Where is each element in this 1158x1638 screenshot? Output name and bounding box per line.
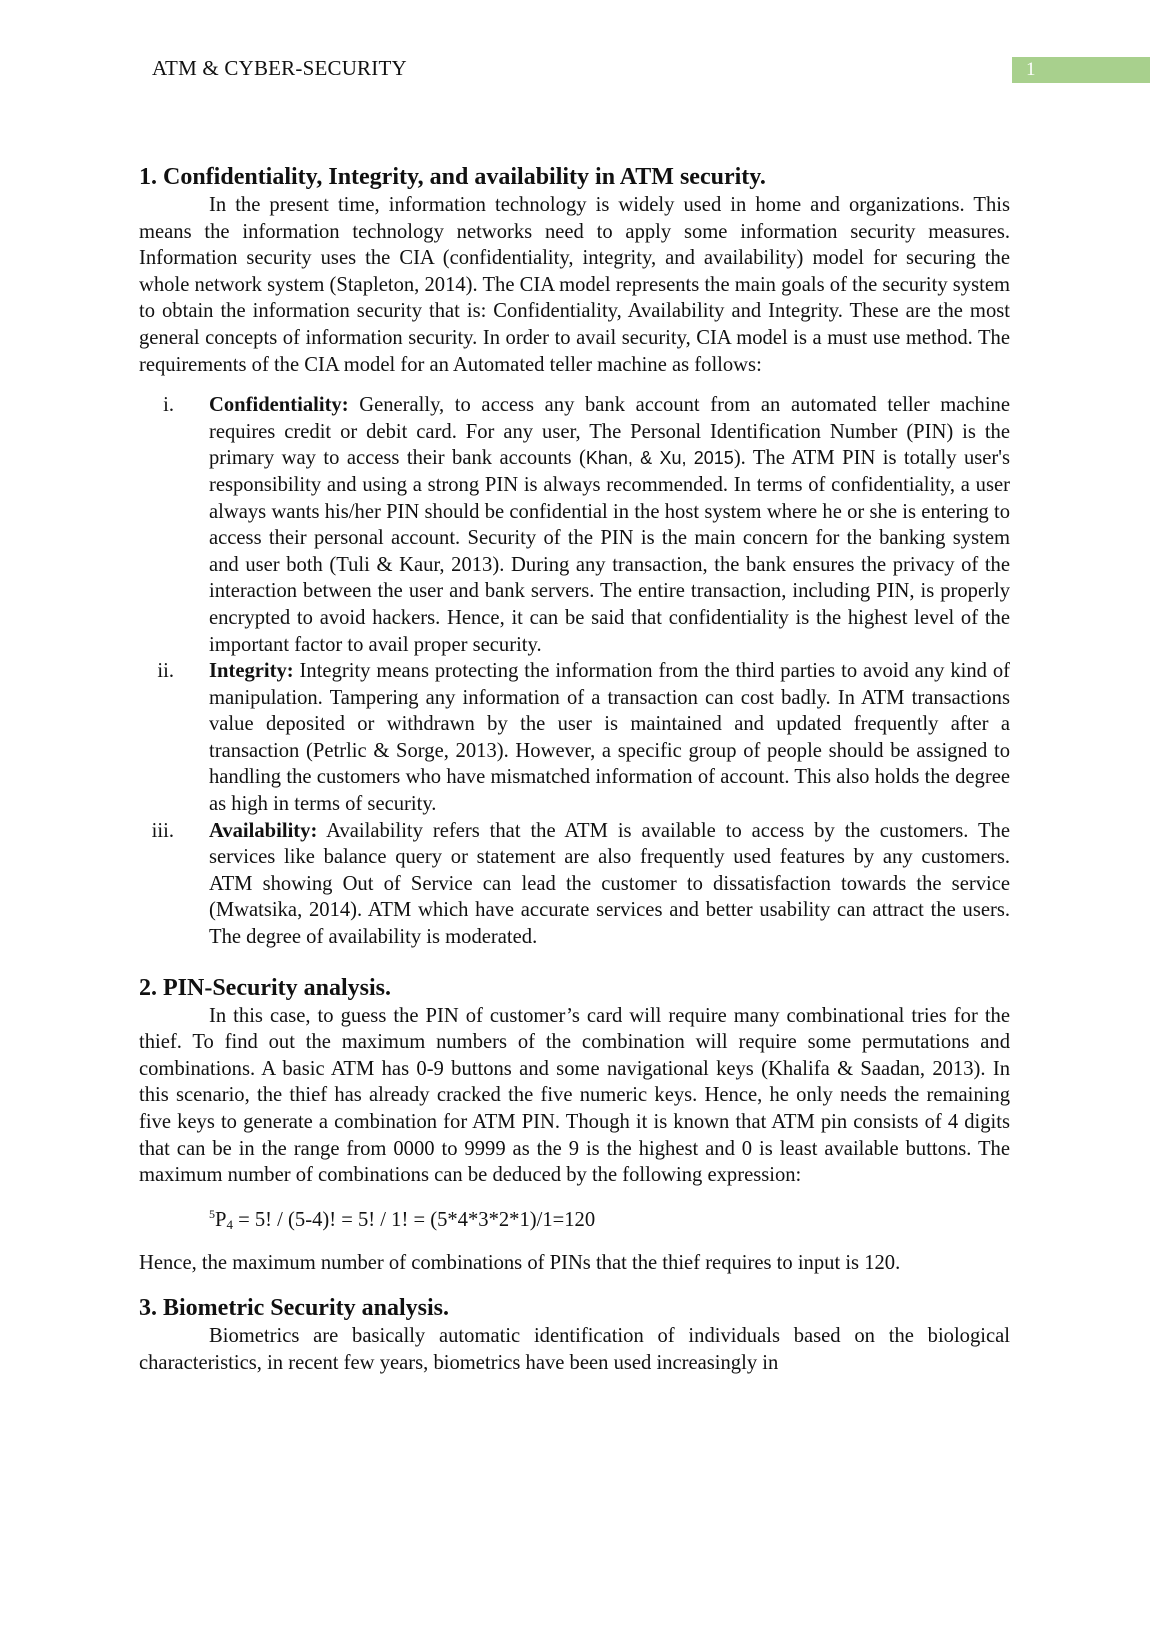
list-numeral: iii. (151, 819, 174, 842)
running-header-title: ATM & CYBER-SECURITY (152, 56, 407, 80)
item-text: Availability refers that the ATM is available to access by the customers. The services like balance query or statement are also frequently used features by any customers. ATM showing Out of Service can lead the customer to dissatisfaction towards the service (Mwatsika, 2014). ATM which have accurate services and better usability can attract the users. The degree of availability is moderated. (209, 819, 1010, 949)
section-2-conclusion: Hence, the maximum number of combinations of PINs that the thief requires to input is 120. (139, 1252, 901, 1275)
formula-subscript: 4 (226, 1216, 233, 1232)
item-text-continued: ). The ATM PIN is totally user's responsibility and using a strong PIN is always recommended. In terms of confidentiality, a user always wants his/her PIN should be confidential in the host system where he or she is entering to access their personal account. Security of the PIN is the main concern for the banking system and user both (Tuli & Kaur, 2013). During any transaction, the bank ensures the privacy of the interaction between the user and bank servers. The entire transaction, including PIN, is properly encrypted to avoid hackers. Hence, it can be said that confidentiality is the highest level of the important factor to avail proper security. (209, 447, 1011, 656)
formula-base: P (215, 1208, 227, 1231)
section-1-heading: 1. Confidentiality, Integrity, and availability in ATM security. (139, 164, 766, 190)
section-1-intro: In the present time, information technology is widely used in home and organizations. This means the information technology networks need to apply some information security measures. Information security uses the CIA (confidentiality, integrity, and availability) model for securing the whole network system (Stapleton, 2014). The CIA model represents the main goals of the security system to obtain the information security that is: Confidentiality, Availability and Integrity. These are the most general concepts of information security. In order to avail security, CIA model is a must use method. The requirements of the CIA model for an Automated teller machine as follows: (139, 194, 1010, 376)
section-3-heading: 3. Biometric Security analysis. (139, 1294, 449, 1321)
section-2-heading: 2. PIN-Security analysis. (139, 974, 391, 1001)
document-body (139, 162, 1010, 1376)
list-numeral: i. (163, 394, 174, 417)
cia-item-confidentiality (139, 392, 1010, 658)
term-label: Integrity: (209, 660, 294, 683)
formula-expression: = 5! / (5-4)! = 5! / 1! = (5*4*3*2*1)/1=120 (232, 1208, 596, 1231)
page-number-badge: 1 (1012, 57, 1150, 83)
term-label: Confidentiality: (209, 394, 349, 417)
cia-item-integrity (139, 658, 1010, 818)
item-text: Integrity means protecting the information from the third parties to avoid any kind of manipulation. Tampering any information of a transaction can cost badly. In ATM transactions value deposited or withdrawn by the user is maintained and updated frequently after a transaction (Petrlic & Sorge, 2013). However, a specific group of people should be assigned to handling the customers who have mismatched information of account. This also holds the degree as high in terms of security. (209, 660, 1010, 816)
cia-list (139, 392, 1010, 950)
item-text: Generally, to access any bank account from an automated teller machine requires credit or debit card. For any user, The Personal Identification Number (PIN) is the primary way to access their bank accounts ( (209, 394, 1010, 470)
section-3-body: Biometrics are basically automatic identification of individuals based on the biological characteristics, in recent few years, biometrics have been used increasingly in (139, 1324, 1010, 1374)
term-label: Availability: (209, 819, 318, 842)
cia-item-availability (139, 818, 1010, 951)
formula-superscript: 5 (209, 1206, 215, 1221)
citation: Khan, & Xu, 2015 (585, 448, 734, 469)
list-numeral: ii. (157, 660, 174, 683)
permutation-formula (139, 1201, 1010, 1239)
section-2-body: In this case, to guess the PIN of customer’s card will require many combinational tries for the thief. To find out the maximum numbers of the combination will require some permutations and combinations. A basic ATM has 0-9 buttons and some navigational keys (Khalifa & Saadan, 2013). In this scenario, the thief has already cracked the five numeric keys. Hence, he only needs the remaining five keys to generate a combination for ATM PIN. Though it is known that ATM pin consists of 4 digits that can be in the range from 0000 to 9999 as the 9 is the highest and 0 is least available buttons. The maximum number of combinations can be deduced by the following expression: (139, 1004, 1010, 1187)
